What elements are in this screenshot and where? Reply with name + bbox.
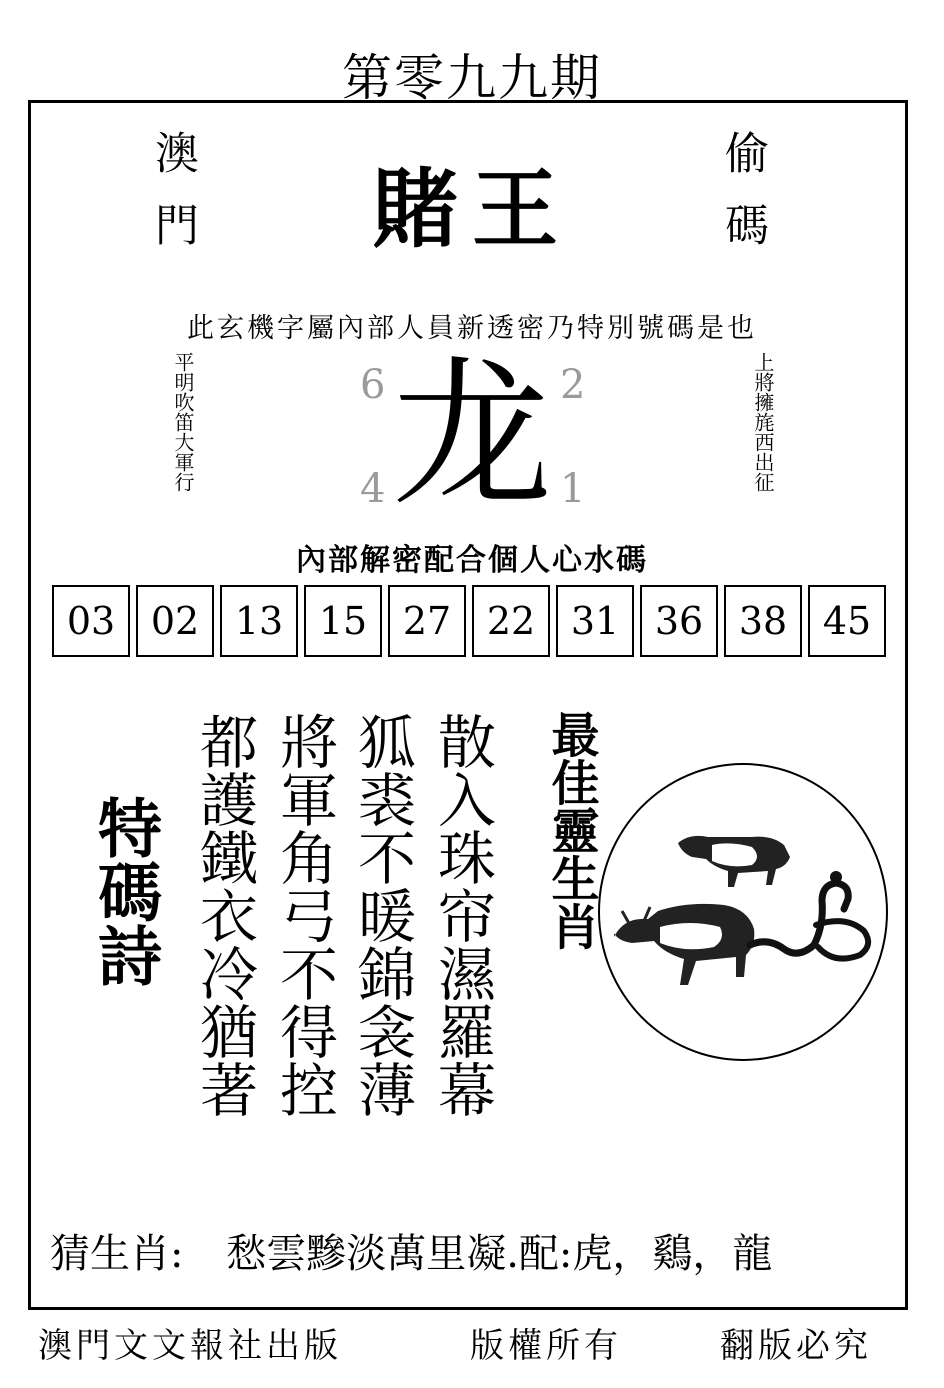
code-cell: 36: [640, 585, 718, 657]
code-cell: 13: [220, 585, 298, 657]
footer-warning: 翻版必究: [720, 1326, 872, 1366]
best-zodiac-label: 最佳靈生肖: [543, 710, 599, 950]
poem-label: 特碼詩: [87, 795, 161, 987]
decode-label: 內部解密配合個人心水碼: [296, 543, 648, 578]
side-verse-left: 平明吹笛大軍行: [171, 352, 195, 492]
poem-column: 都護鐵衣冷猶著: [190, 712, 258, 1118]
code-cell: 03: [52, 585, 130, 657]
main-frame: [28, 100, 908, 1310]
digit-bottom-right: 1: [560, 466, 586, 512]
footer-publisher: 澳門文文報社出版: [38, 1326, 342, 1366]
code-cell: 45: [808, 585, 886, 657]
poem-column: 狐裘不暖錦衾薄: [348, 712, 416, 1118]
code-cell: 22: [472, 585, 550, 657]
code-cell: 31: [556, 585, 634, 657]
zodiac-circle: [598, 763, 888, 1061]
guess-zodiac: [50, 1222, 772, 1279]
code-row: [52, 585, 892, 661]
code-cell: 38: [724, 585, 802, 657]
footer-rights: 版權所有: [470, 1326, 622, 1366]
digit-bottom-left: 4: [360, 466, 386, 512]
page-title: 賭王: [372, 160, 572, 260]
center-character: 龙: [392, 341, 553, 528]
poem-column: 將軍角弓不得控: [270, 712, 338, 1118]
code-cell: 02: [136, 585, 214, 657]
guess-text: 愁雲黲淡萬里凝.配:虎，鷄，龍: [226, 1231, 773, 1277]
digit-top-right: 2: [560, 362, 586, 408]
brand-left: 澳門: [147, 130, 198, 274]
zodiac-illustration: [600, 765, 886, 1059]
poem-column: 散入珠帘濕羅幕: [428, 712, 496, 1118]
guess-label: 猜生肖:: [50, 1231, 184, 1277]
brand-right: 偷碼: [717, 130, 768, 274]
side-verse-right: 上將擁旄西出征: [751, 352, 775, 492]
digit-top-left: 6: [360, 362, 386, 408]
issue-number: 第零九九期: [342, 49, 602, 107]
buffalo-icon: [614, 904, 754, 985]
subtitle: 此玄機字屬內部人員新透密乃特別號碼是也: [187, 313, 757, 344]
code-cell: 27: [388, 585, 466, 657]
ox-icon: [678, 836, 790, 887]
code-cell: 15: [304, 585, 382, 657]
